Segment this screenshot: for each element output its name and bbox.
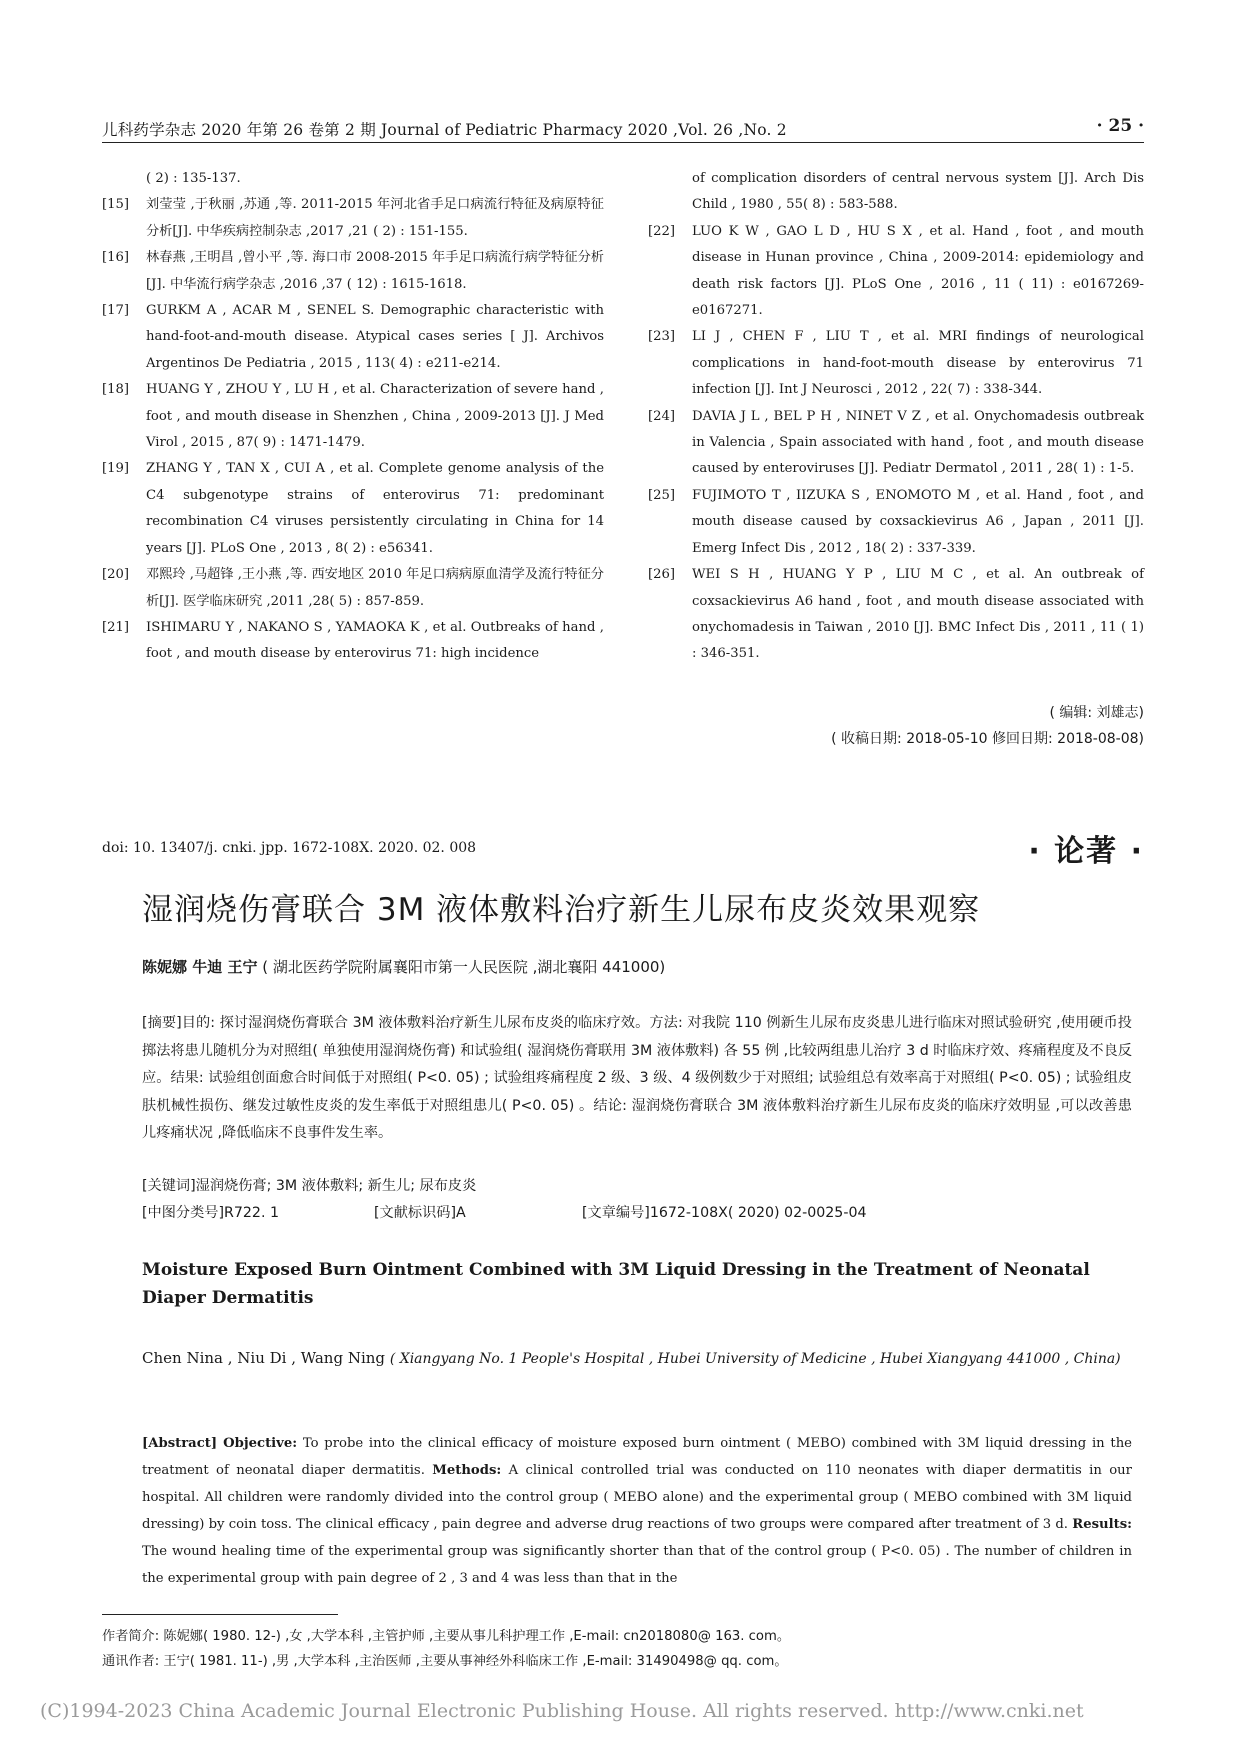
reference-item: [20] 邓熙玲 ,马超锋 ,王小燕 ,等. 西安地区 2010 年足口病病原血清学及流行特征分析[J]. 医学临床研究 ,2011 ,28( 5) : 857-859.: [102, 567, 604, 609]
reference-item: [19] ZHANG Y , TAN X , CUI A , et al. Complete genome analysis of the C4 subgenotype strains of enterovirus 71: predominant recombination C4 viruses persistently circulating in China for 14 years [J]. PLoS One , 2013 , 8( 2) : e56341.: [102, 461, 604, 556]
abstract-en: [142, 1430, 1132, 1592]
abstract-cn: [摘要]目的: 探讨湿润烧伤膏联合 3M 液体敷料治疗新生儿尿布皮炎的临床疗效。方法: 对我院 110 例新生儿尿布皮炎患儿进行临床对照试验研究 ,使用硬币投掷法将患儿随机分为对照组( 单独使用湿润烧伤膏) 和试验组( 湿润烧伤膏联用 3M 液体敷料) 各 55 例 ,比较两组患儿治疗 3 d 时临床疗效、疼痛程度及不良反应。结果: 试验组创面愈合时间低于对照组( P<0. 05) ; 试验组疼痛程度 2 级、3 级、4 级例数少于对照组; 试验组总有效率高于对照组( P<0. 05) ; 试验组皮肤机械性损伤、继发过敏性皮炎的发生率低于对照组患儿( P<0. 05) 。结论: 湿润烧伤膏联合 3M 液体敷料治疗新生儿尿布皮炎的临床疗效明显 ,可以改善患儿疼痛状况 ,降低临床不良事件发生率。: [142, 1015, 1132, 1141]
authors-cn: [142, 956, 665, 977]
abstract-results-label: Results:: [1072, 1517, 1132, 1532]
article-title-en: Moisture Exposed Burn Ointment Combined with 3M Liquid Dressing in the Treatment of Neonatal Diaper Dermatitis: [142, 1260, 1090, 1308]
reference-item: [21] ISHIMARU Y , NAKANO S , YAMAOKA K , et al. Outbreaks of hand , foot , and mouth disease by enterovirus 71: high incidence: [102, 619, 604, 662]
corresponding-author-footnote: 通讯作者: 王宁( 1981. 11-) ,男 ,大学本科 ,主治医师 ,主要从事神经外科临床工作 ,E-mail: 31490498@ qq. com。: [102, 1654, 788, 1669]
references-column-2: [648, 166, 1144, 668]
running-header: [102, 116, 1144, 143]
reference-item: [26] WEI S H , HUANG Y P , LIU M C , et al. An outbreak of coxsackievirus A6 hand , foot , and mouth disease associated with onychomadesis in Taiwan , 2010 [J]. BMC Infect Dis , 2011 , 11 ( 1) : 346-351.: [648, 567, 1144, 662]
column-tag: · 论著 ·: [1028, 834, 1144, 869]
reference-item: [15] 刘莹莹 ,于秋丽 ,苏通 ,等. 2011-2015 年河北省手足口病流行特征及病原特征分析[J]. 中华疾病控制杂志 ,2017 ,21 ( 2) : 151-155.: [102, 197, 604, 239]
reference-item: ( 2) : 135-137.: [146, 171, 241, 186]
reference-item: [16] 林春燕 ,王明昌 ,曾小平 ,等. 海口市 2008-2015 年手足口病流行病学特征分析[J]. 中华流行病学杂志 ,2016 ,37 ( 12) : 1615-1618.: [102, 250, 604, 292]
author-names-en: Chen Nina , Niu Di , Wang Ning: [142, 1349, 386, 1367]
reference-item: [24] DAVIA J L , BEL P H , NINET V Z , et al. Onychomadesis outbreak in Valencia , Spain associated with hand , foot , and mouth disease caused by enteroviruses [J]. Pediatr Dermatol , 2011 , 28( 1) : 1-5.: [648, 408, 1144, 477]
references-column-1: [102, 166, 604, 668]
affiliation-cn: ( 湖北医药学院附属襄阳市第一人民医院 ,湖北襄阳 441000): [262, 958, 666, 976]
keywords-cn: [关键词]湿润烧伤膏; 3M 液体敷料; 新生儿; 尿布皮炎: [142, 1178, 477, 1194]
author-names-cn: 陈妮娜 牛迪 王宁: [142, 958, 258, 976]
article-title-cn: 湿润烧伤膏联合 3M 液体敷料治疗新生儿尿布皮炎效果观察: [142, 892, 981, 928]
abstract-objective-label: [Abstract] Objective:: [142, 1436, 298, 1451]
received-revised-dates: ( 收稿日期: 2018-05-10 修回日期: 2018-08-08): [831, 731, 1144, 747]
article-number: [文章编号]1672-108X( 2020) 02-0025-04: [582, 1205, 867, 1221]
reference-item: [18] HUANG Y , ZHOU Y , LU H , et al. Characterization of severe hand , foot , and mouth disease in Shenzhen , China , 2009-2013 [J]. J Med Virol , 2015 , 87( 9) : 1471-1479.: [102, 382, 604, 451]
reference-item: [25] FUJIMOTO T , IIZUKA S , ENOMOTO M , et al. Hand , foot , and mouth disease caused by coxsackievirus A6 , Japan , 2011 [J]. Emerg Infect Dis , 2012 , 18( 2) : 337-339.: [648, 487, 1144, 556]
journal-line: 儿科药学杂志 2020 年第 26 卷第 2 期 Journal of Pediatric Pharmacy 2020 ,Vol. 26 ,No. 2: [102, 121, 787, 139]
footnote-divider: [102, 1614, 338, 1615]
abstract-methods: A clinical controlled trial was conducted on 110 neonates with diaper dermatitis in our hospital. All children were randomly divided into the control group ( MEBO alone) and the experimental group ( MEBO combined with 3M liquid dressing) by coin toss. The clinical efficacy , pain degree and adverse drug reactions of two groups were compared after treatment of 3 d.: [142, 1463, 1132, 1532]
page-number: · 25 ·: [1096, 116, 1144, 136]
reference-item: [22] LUO K W , GAO L D , HU S X , et al. Hand , foot , and mouth disease in Hunan province , China , 2009-2014: epidemiology and death risk factors [J]. PLoS One , 2016 , 11 ( 11) : e0167269-e0167271.: [648, 223, 1144, 319]
abstract-results: The wound healing time of the experimental group was significantly shorter than that of the control group ( P<0. 05) . The number of children in the experimental group with pain degree of 2 , 3 and 4 was less than that in the: [142, 1544, 1132, 1586]
clc-number: [中图分类号]R722. 1: [142, 1205, 279, 1221]
reference-item: [23] LI J , CHEN F , LIU T , et al. MRI findings of neurological complications in hand-foot-mouth disease by enterovirus 71 infection [J]. Int J Neurosci , 2012 , 22( 7) : 338-344.: [648, 329, 1144, 398]
reference-item: of complication disorders of central nervous system [J]. Arch Dis Child , 1980 , 55( 8) : 583-588.: [692, 171, 1144, 213]
author-info-footnote: 作者简介: 陈妮娜( 1980. 12-) ,女 ,大学本科 ,主管护师 ,主要从事儿科护理工作 ,E-mail: cn2018080@ 163. com。: [102, 1629, 791, 1644]
editor-note: ( 编辑: 刘雄志): [1049, 705, 1144, 721]
abstract-objective: To probe into the clinical efficacy of moisture exposed burn ointment ( MEBO) combined with 3M liquid dressing in the treatment of neonatal diaper dermatitis.: [142, 1436, 1132, 1478]
footnotes: [102, 1624, 1144, 1674]
reference-item: [17] GURKM A , ACAR M , SENEL S. Demographic characteristic with hand-foot-and-mouth disease. Atypical cases series [ J]. Archivos Argentinos De Pediatria , 2015 , 113( 4) : e211-e214.: [102, 303, 604, 371]
abstract-methods-label: Methods:: [432, 1463, 502, 1478]
authors-en: [142, 1345, 1132, 1372]
copyright-watermark: (C)1994-2023 China Academic Journal Electronic Publishing House. All rights reserved. http://www.cnki.net: [40, 1700, 1084, 1722]
doi-line: doi: 10. 13407/j. cnki. jpp. 1672-108X. 2020. 02. 008: [102, 840, 477, 856]
affiliation-en: ( Xiangyang No. 1 People's Hospital , Hubei University of Medicine , Hubei Xiangyang 441000 , China): [389, 1351, 1121, 1367]
document-code: [文献标识码]A: [374, 1205, 466, 1221]
